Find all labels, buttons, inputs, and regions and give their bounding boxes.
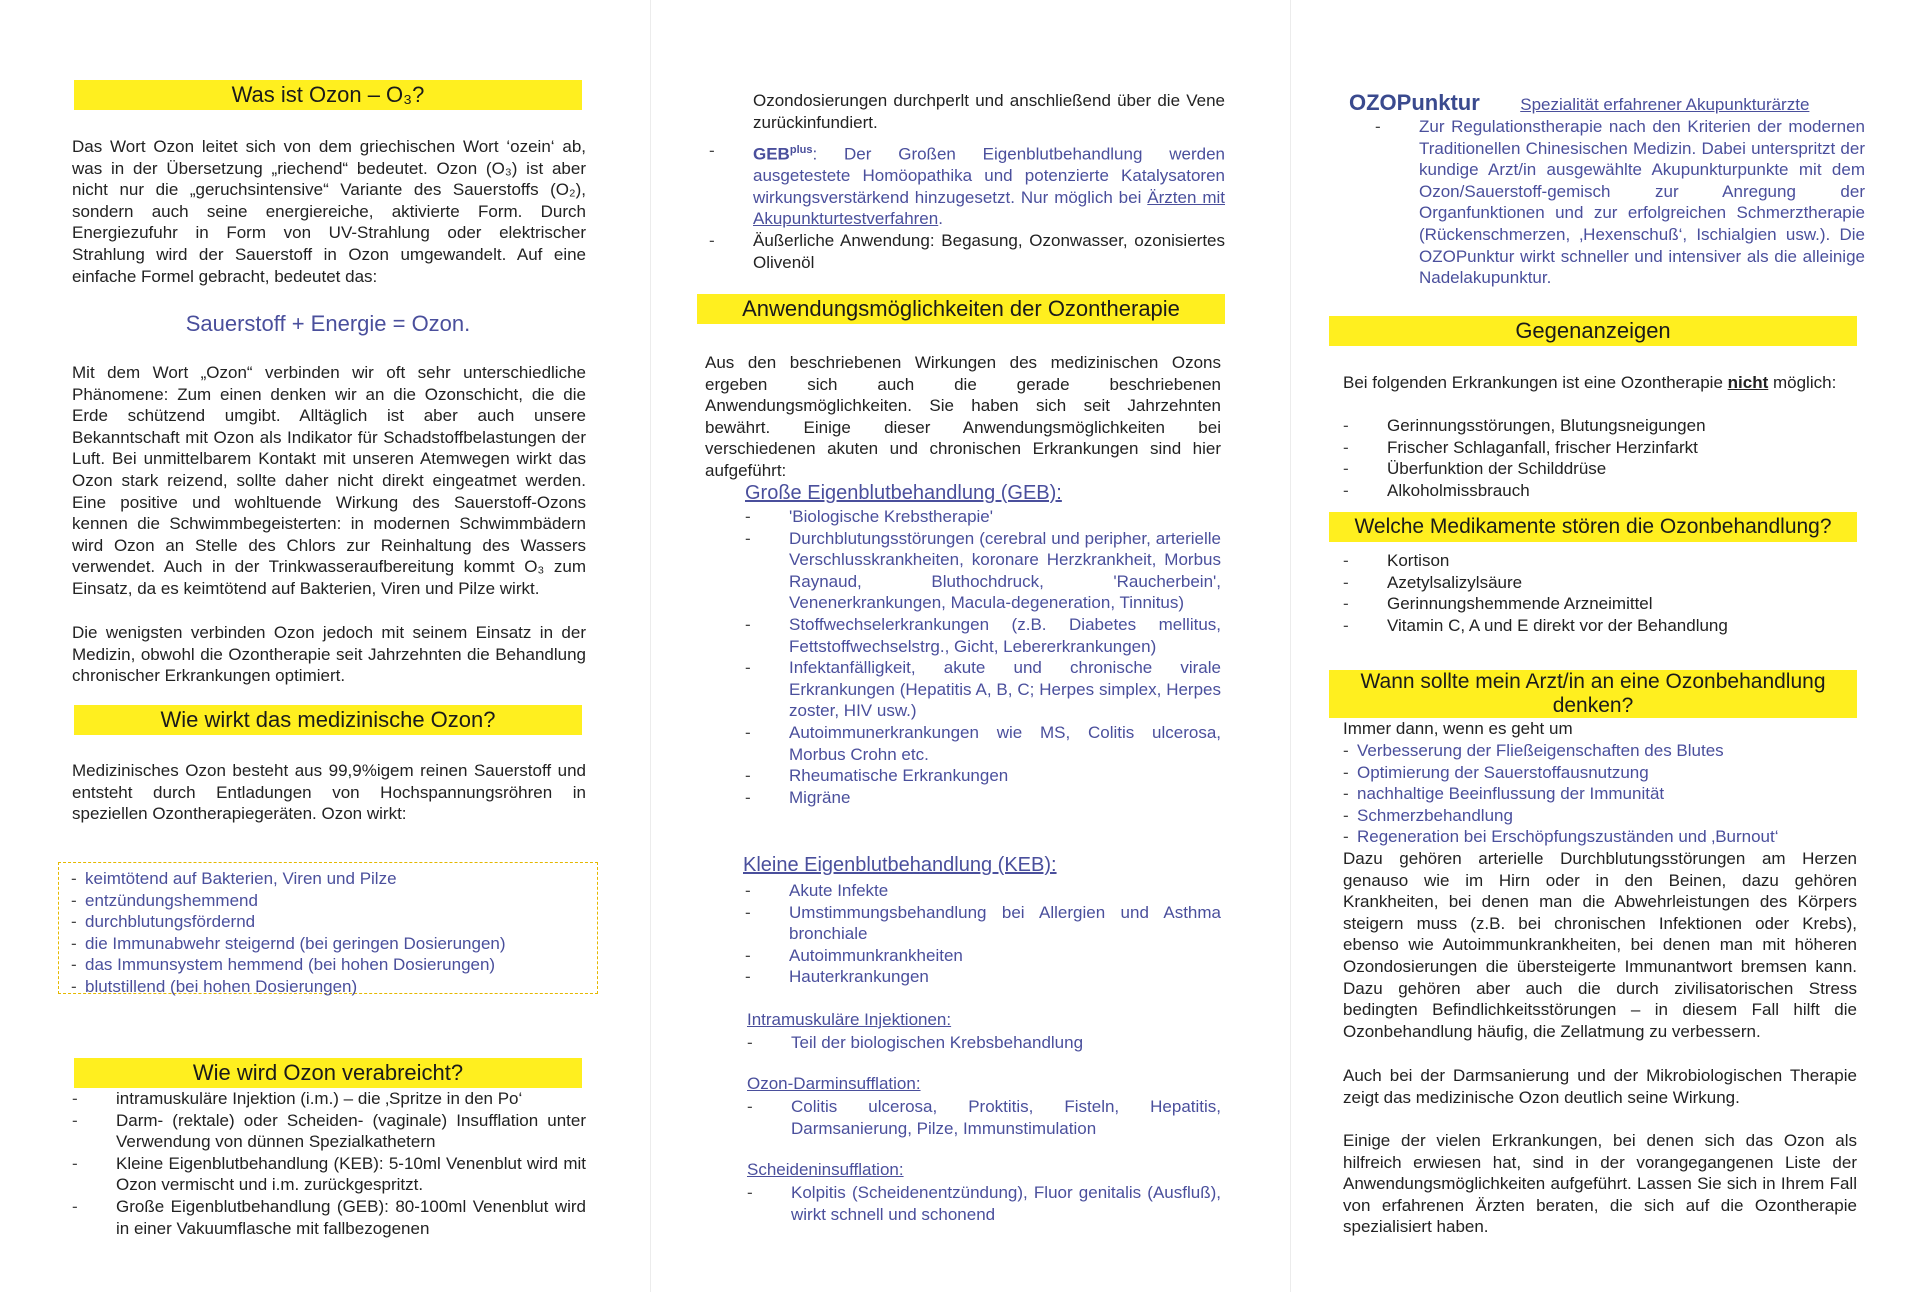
list-item: - Autoimmunkrankheiten: [745, 945, 1221, 967]
ozopunktur-list: [1375, 116, 1865, 289]
column-middle: [705, 0, 1225, 1292]
contra-text-a: Bei folgenden Erkrankungen ist eine Ozontherapie: [1343, 373, 1728, 392]
heading-gegenanzeigen: Gegenanzeigen: [1329, 316, 1857, 346]
list-item: - Zur Regulationstherapie nach den Kriterien der modernen Traditionellen Chinesischen Medizin. Dabei unterspritzt der kundige Arzt/in ausgewählte Akupunkturpunkte mit dem Ozon/Sauerstoff-gemisch zur Anregung der Organfunktionen und zur erfolgreichen Schmerztherapie (Rückenschmerzen, ‚Hexenschuß‘, Ischialgien usw.). Die OZOPunktur wirkt schneller und intensiver als die alleinige Nadelakupunktur.: [1375, 116, 1865, 289]
effects-list: [71, 868, 571, 998]
geb-title: Große Eigenblutbehandlung (GEB):: [745, 482, 1062, 504]
paragraph-details: Dazu gehören arterielle Durchblutungsstörungen am Herzen genauso wie im Hirn oder in den Beinen, dazu gehören Krankheiten, bei denen man die Abwehrleistungen des Körpers steigern muss (z.B. bei chronischen Infektionen oder Krebs), ebenso wie Autoimmunkrankheiten, bei denen man mit höheren Ozondosierungen die übersteigerte Immunantwort bremsen kann. Dazu gehören aber auch die durch zivilisatorischen Stress bedingten Befindlichkeitsstörungen – in diesem Fall hilft die Ozonbehandlung häufig, die Zellatmung zu verbessern.: [1343, 849, 1857, 1041]
fold-line-left: [650, 0, 651, 1292]
paragraph-advice: Einige der vielen Erkrankungen, bei denen sich das Ozon als hilfreich erwiesen hat, sind in der vorangegangenen Liste der Anwendungsmöglichkeiten aufgeführt. Lassen Sie sich in Ihrem Fall von erfahrenen Ärzten beraten, die sich auf die Ozontherapie spezialisiert haben.: [1343, 1131, 1857, 1237]
administration-list: [72, 1088, 586, 1239]
paragraph-darm: Auch bei der Darmsanierung und der Mikrobiologischen Therapie zeigt das medizinische Ozon deutlich seine Wirkung.: [1343, 1066, 1857, 1107]
list-item: - entzündungshemmend: [71, 890, 571, 912]
list-item: - die Immunabwehr steigernd (bei geringen Dosierungen): [71, 933, 571, 955]
list-item: - Kleine Eigenblutbehandlung (KEB): 5-10ml Venenblut wird mit Ozon vermischt und i.m. zurückgespritzt.: [72, 1153, 586, 1196]
list-item: - $GEB^{plus}$: Der Großen Eigenblutbehandlung werden ausgetestete Homöopathika und potenzierte Katalysatoren wirkungsverstärkend hinzugesetzt. Nur möglich bei Ärzten mit Akupunkturtestverfahren.: [709, 140, 1225, 230]
im-list: [747, 1032, 1223, 1054]
column-right: [1335, 0, 1865, 1292]
list-item: - Kolpitis (Scheidenentzündung), Fluor genitalis (Ausfluß), wirkt schnell und schonend: [747, 1182, 1221, 1225]
list-item: - Hauterkrankungen: [745, 966, 1221, 988]
list-item: - Gerinnungsstörungen, Blutungsneigungen: [1343, 415, 1853, 437]
list-item: - Äußerliche Anwendung: Begasung, Ozonwasser, ozonisiertes Olivenöl: [709, 230, 1225, 273]
keb-list: [745, 880, 1221, 988]
heading-wann-arzt: Wann sollte mein Arzt/in an eine Ozonbehandlung denken?: [1329, 670, 1857, 718]
scheide-list: [747, 1182, 1221, 1225]
list-item: - Rheumatische Erkrankungen: [745, 765, 1221, 787]
list-item: - Colitis ulcerosa, Proktitis, Fisteln, Hepatitis, Darmsanierung, Pilze, Immunstimulation: [747, 1096, 1221, 1139]
paragraph-continued: Ozondosierungen durchperlt und anschließend über die Vene zurückinfundiert.: [753, 91, 1225, 132]
contra-emphasis: nicht: [1727, 373, 1769, 392]
list-item: - Frischer Schlaganfall, frischer Herzinfarkt: [1343, 437, 1853, 459]
darm-title: Ozon-Darminsufflation:: [747, 1074, 921, 1093]
heading-wie-wirkt: Wie wirkt das medizinische Ozon?: [74, 705, 582, 735]
list-item: - Gerinnungshemmende Arzneimittel: [1343, 593, 1853, 615]
column-left: [68, 0, 598, 1292]
darm-list: [747, 1096, 1221, 1139]
geb-link: Ärzten mit Akupunkturtestverfahren: [753, 187, 1225, 229]
geb-text: : Der Großen Eigenblutbehandlung werden ausgetestete Homöopathika und potenzierte Katalysatoren wirkungsverstärkend hinzugesetzt. Nur möglich bei: [753, 144, 1225, 207]
list-item: - Kortison: [1343, 550, 1853, 572]
list-item: - keimtötend auf Bakterien, Viren und Pilze: [71, 868, 571, 890]
heading-anwendung: Anwendungsmöglichkeiten der Ozontherapie: [697, 294, 1225, 324]
contra-list: [1343, 415, 1853, 501]
brand-ozopunktur: OZOPunktur: [1349, 90, 1480, 115]
geb-list: [745, 506, 1221, 808]
paragraph-medicine: Die wenigsten verbinden Ozon jedoch mit seinem Einsatz in der Medizin, obwohl die Ozontherapie seit Jahrzehnten die Behandlung chronischer Erkrankungen optimiert.: [72, 623, 586, 686]
when-list: [1343, 740, 1853, 848]
fold-line-right: [1290, 0, 1291, 1292]
when-intro: Immer dann, wenn es geht um: [1343, 719, 1573, 738]
list-item: - Teil der biologischen Krebsbehandlung: [747, 1032, 1223, 1054]
list-item: - Azetylsalizylsäure: [1343, 572, 1853, 594]
paragraph-phenomena: Mit dem Wort „Ozon“ verbinden wir oft sehr unterschiedliche Phänomene: Zum einen denken wir an die Ozonschicht, die die Erde schützend umgibt. Alltäglich ist aber auch unsere Bekanntschaft mit Ozon als Indikator für Schadstoffbelastungen der Luft. Bei unmittelbarem Kontakt mit unseren Atemwegen wirkt das Ozon stark reizend, sollte daher nicht direkt eingeatmet werden. Eine positive und wohltuende Wirkung des Sauerstoff-Ozons kennen die Schwimmbegeisterten: in modernen Schwimmbädern wird Ozon an Stelle des Chlors zur Reinhaltung des Wassers verwendet. Auch in der Trinkwasseraufbereitung kommt O₃ zum Einsatz, da es keimtötend auf Bakterien, Viren und Pilze wirkt.: [72, 363, 586, 598]
geb-label: GEB: [753, 144, 790, 164]
contra-text-c: möglich:: [1768, 373, 1837, 392]
list-item: - Durchblutungsstörungen (cerebral und peripher, arterielle Verschlusskrankheiten, koronare Herzkrankheit, Morbus Raynaud, Bluthochdruck, 'Raucherbein', Venenerkrankungen, Macula-degeneration, Tinnitus): [745, 528, 1221, 614]
paragraph-contra: [1343, 372, 1857, 394]
brand-tagline: Spezialität erfahrener Akupunkturärzte: [1520, 95, 1810, 114]
list-item: - Optimierung der Sauerstoffausnutzung: [1343, 762, 1853, 784]
heading-medikamente: Welche Medikamente stören die Ozonbehandlung?: [1329, 512, 1857, 542]
list-item: - Überfunktion der Schilddrüse: [1343, 458, 1853, 480]
list-item: - Regeneration bei Erschöpfungszuständen und ‚Burnout‘: [1343, 826, 1853, 848]
list-item: - durchblutungsfördernd: [71, 911, 571, 933]
meds-list: [1343, 550, 1853, 636]
list-item: - Darm- (rektale) oder Scheiden- (vaginale) Insufflation unter Verwendung von dünnen Spezialkathetern: [72, 1110, 586, 1153]
list-item: - Verbesserung der Fließeigenschaften des Blutes: [1343, 740, 1853, 762]
heading-was-ist-ozon: Was ist Ozon – O₃?: [74, 80, 582, 110]
geb-plus-list: [709, 140, 1225, 273]
list-item: - blutstillend (bei hohen Dosierungen): [71, 976, 571, 998]
list-item: - das Immunsystem hemmend (bei hohen Dosierungen): [71, 954, 571, 976]
geb-sup: plus: [789, 144, 813, 156]
list-item: - Infektanfälligkeit, akute und chronische virale Erkrankungen (Hepatitis A, B, C; Herpes simplex, Herpes zoster, HIV usw.): [745, 657, 1221, 722]
list-item: - Alkoholmissbrauch: [1343, 480, 1853, 502]
list-item: - Schmerzbehandlung: [1343, 805, 1853, 827]
paragraph-intro: Das Wort Ozon leitet sich von dem griechischen Wort ‘ozein‘ ab, was in der Übersetzung „riechend“ bedeutet. Ozon (O₃) ist aber nicht nur die „geruchsintensive“ Variante des Sauerstoffs (O₂), sondern auch seine energiereiche, aktivierte Form. Durch Energiezufuhr in Form von UV-Strahlung oder elektrischer Strahlung wird der Sauerstoff in Ozon umgewandelt. Auf eine einfache Formel gebracht, bedeutet das:: [72, 137, 586, 286]
list-item: - Autoimmunerkrankungen wie MS, Colitis ulcerosa, Morbus Crohn etc.: [745, 722, 1221, 765]
list-item: - intramuskuläre Injektion (i.m.) – die ‚Spritze in den Po‘: [72, 1088, 586, 1110]
paragraph-medical-ozone: Medizinisches Ozon besteht aus 99,9%igem reinen Sauerstoff und entsteht durch Entladungen von Hochspannungsröhren in speziellen Ozontherapiegeräten. Ozon wirkt:: [72, 761, 586, 824]
list-item: - nachhaltige Beeinflussung der Immunität: [1343, 783, 1853, 805]
list-item: - Migräne: [745, 787, 1221, 809]
list-item: - Stoffwechselerkrankungen (z.B. Diabetes mellitus, Fettstoffwechselstrg., Gicht, Lebererkrankungen): [745, 614, 1221, 657]
list-item: - Große Eigenblutbehandlung (GEB): 80-100ml Venenblut wird in einer Vakuumflasche mit fallbezogenen: [72, 1196, 586, 1239]
scheide-title: Scheideninsufflation:: [747, 1160, 904, 1179]
list-item: - Vitamin C, A und E direkt vor der Behandlung: [1343, 615, 1853, 637]
list-item: - Umstimmungsbehandlung bei Allergien und Asthma bronchiale: [745, 902, 1221, 945]
ozopunktur-header: [1349, 90, 1869, 116]
list-item: - 'Biologische Krebstherapie': [745, 506, 1221, 528]
im-title: Intramuskuläre Injektionen:: [747, 1010, 952, 1029]
keb-title: Kleine Eigenblutbehandlung (KEB):: [743, 854, 1057, 876]
list-item: - Akute Infekte: [745, 880, 1221, 902]
formula: Sauerstoff + Energie = Ozon.: [185, 311, 471, 336]
paragraph-applications: Aus den beschriebenen Wirkungen des medizinischen Ozons ergeben sich auch die gerade beschriebenen Anwendungsmöglichkeiten. Sie haben sich seit Jahrzehnten bewährt. Einige dieser Anwendungsmöglichkeiten bei verschiedenen akuten und chronischen Erkrankungen sind hier aufgeführt:: [705, 353, 1221, 480]
heading-verabreicht: Wie wird Ozon verabreicht?: [74, 1058, 582, 1088]
